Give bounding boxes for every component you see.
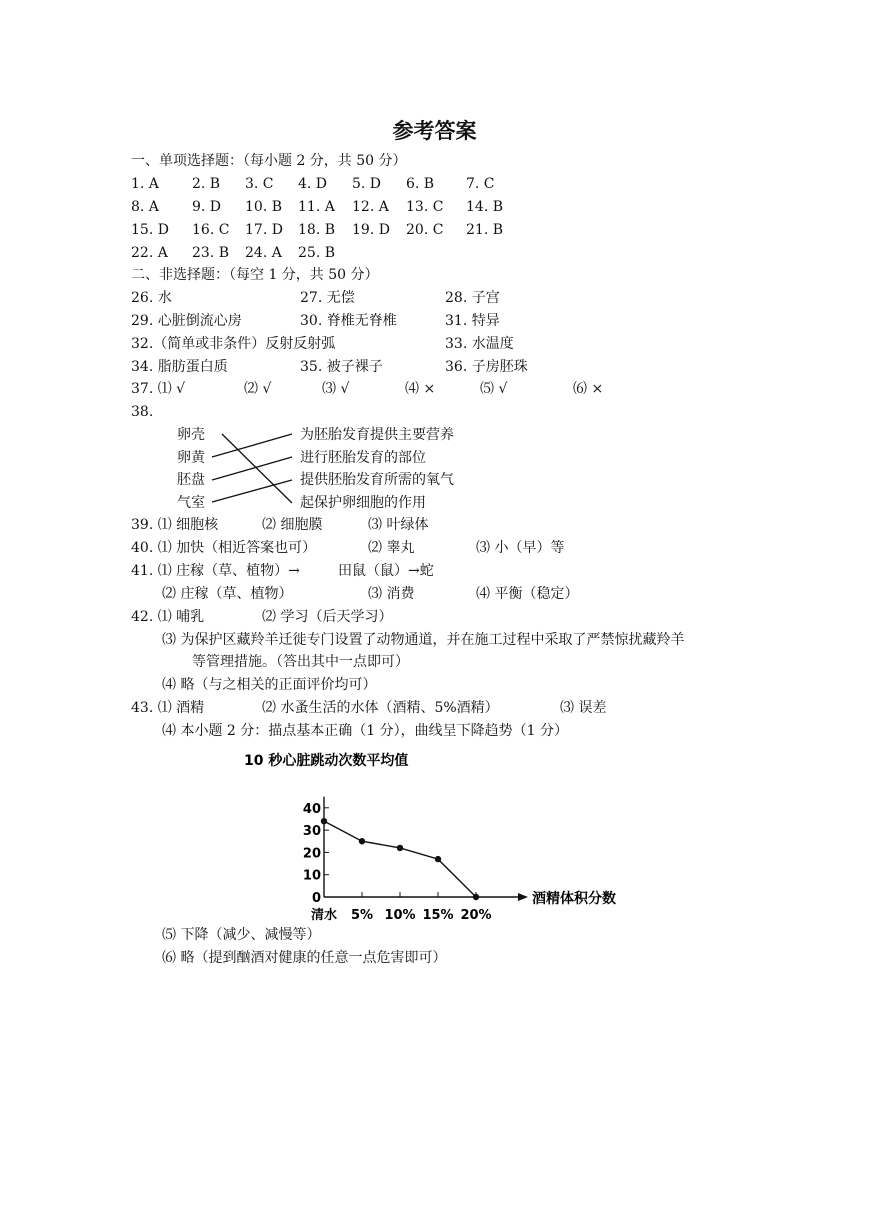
section1-heading: 一、单项选择题：（每小题 2 分，共 50 分） [131, 153, 407, 169]
heart-rate-chart [240, 745, 635, 925]
choice-answer: 15. D [131, 222, 169, 238]
q40-part: 40. ⑴ 加快（相近答案也可） [131, 540, 317, 556]
choice-answer: 24. A [245, 245, 282, 261]
x-tick-label: 5% [350, 908, 374, 923]
match-line [212, 434, 292, 457]
fill-answer: 26. 水 [131, 290, 172, 306]
q37-answer: ⑵ √ [244, 381, 272, 397]
q38-right-item: 进行胚胎发育的部位 [300, 450, 426, 466]
page-title: 参考答案 [392, 119, 477, 143]
q43-part: 43. ⑴ 酒精 [131, 700, 205, 716]
choice-answer: 8. A [131, 199, 159, 215]
chart-title: 10 秒心脏跳动次数平均值 [244, 753, 409, 769]
q41-part: 田鼠（鼠）→蛇 [338, 563, 434, 579]
fill-answer: 33. 水温度 [445, 336, 514, 352]
choice-answer: 16. C [192, 222, 230, 238]
q42-part: 42. ⑴ 哺乳 [131, 609, 205, 625]
data-point [435, 856, 441, 862]
choice-answer: 21. B [466, 222, 504, 238]
x-axis-arrow [518, 893, 528, 901]
choice-answer: 10. B [245, 199, 283, 215]
x-axis-label: 酒精体积分数 [532, 891, 616, 907]
x-tick-label: 10% [384, 908, 416, 923]
q40-part: ⑵ 睾丸 [368, 540, 415, 556]
data-point [397, 845, 403, 851]
match-line [212, 457, 292, 480]
choice-answer: 2. B [192, 176, 221, 192]
q41-part: 41. ⑴ 庄稼（草、植物）→ [131, 563, 300, 579]
series-line [324, 821, 476, 897]
q37-answer: ⑹ × [573, 381, 604, 397]
section2-heading: 二、非选择题：（每空 1 分，共 50 分） [131, 267, 379, 283]
q42-part3-line1: ⑶ 为保护区藏羚羊迁徙专门设置了动物通道，并在施工过程中采取了严禁惊扰藏羚羊 [162, 632, 685, 648]
fill-answer: 31. 特异 [445, 313, 500, 329]
choice-answer: 25. B [298, 245, 336, 261]
data-point [321, 818, 327, 824]
choice-answer: 23. B [192, 245, 230, 261]
q39-part: ⑶ 叶绿体 [368, 517, 429, 533]
choice-answer: 11. A [298, 199, 335, 215]
choice-answer: 22. A [131, 245, 168, 261]
x-tick-label: 清水 [310, 908, 338, 923]
fill-answer: 34. 脂肪蛋白质 [131, 359, 228, 375]
choice-answer: 6. B [406, 176, 435, 192]
q43-part4: ⑷ 本小题 2 分：描点基本正确（1 分），曲线呈下降趋势（1 分） [162, 723, 568, 739]
y-tick-label: 40 [302, 801, 321, 817]
q41-part: ⑶ 消费 [368, 586, 415, 602]
x-tick-label: 20% [460, 908, 492, 923]
q38-left-item: 卵黄 [177, 450, 205, 466]
choice-answer: 1. A [131, 176, 159, 192]
fill-answer: 29. 心脏倒流心房 [131, 313, 242, 329]
choice-answer: 18. B [298, 222, 336, 238]
choice-answer: 17. D [245, 222, 283, 238]
choice-answer: 5. D [352, 176, 382, 192]
choice-answer: 19. D [352, 222, 390, 238]
q38-right-item: 起保护卵细胞的作用 [300, 495, 426, 511]
q42-part4: ⑷ 略（与之相关的正面评价均可） [162, 677, 377, 693]
q41-part: ⑵ 庄稼（草、植物） [162, 586, 293, 602]
fill-answer: 35. 被子裸子 [300, 359, 383, 375]
fill-answer: 32.（简单或非条件）反射反射弧 [131, 336, 336, 352]
data-point [359, 838, 365, 844]
fill-answer: 27. 无偿 [300, 290, 355, 306]
y-tick-label: 0 [311, 891, 321, 906]
q43-part: ⑵ 水蚤生活的水体（酒精、5%酒精） [262, 700, 499, 716]
q38-left-item: 卵壳 [177, 427, 205, 443]
q41-part: ⑷ 平衡（稳定） [476, 586, 579, 602]
q37-answer: ⑷ × [405, 381, 436, 397]
q38-right-item: 提供胚胎发育所需的氧气 [300, 472, 454, 488]
q38-label: 38. [131, 404, 154, 420]
choice-answer: 14. B [466, 199, 504, 215]
q38-right-item: 为胚胎发育提供主要营养 [300, 427, 454, 443]
y-tick-label: 20 [302, 846, 321, 862]
y-tick-label: 10 [302, 868, 321, 884]
q42-part3-line2: 等管理措施。（答出其中一点即可） [192, 654, 409, 670]
choice-answer: 3. C [245, 176, 274, 192]
fill-answer: 36. 子房胚珠 [445, 359, 528, 375]
data-point [473, 894, 479, 900]
q37-answer: ⑶ √ [322, 381, 350, 397]
x-tick-label: 15% [422, 908, 454, 923]
fill-answer: 30. 脊椎无脊椎 [300, 313, 397, 329]
choice-answer: 20. C [406, 222, 444, 238]
choice-answer: 4. D [298, 176, 328, 192]
choice-answer: 12. A [352, 199, 389, 215]
q43-part5: ⑸ 下降（减少、减慢等） [162, 927, 321, 943]
choice-answer: 7. C [466, 176, 495, 192]
q37-answer: 37. ⑴ √ [131, 381, 186, 397]
q43-part: ⑶ 误差 [560, 700, 607, 716]
q40-part: ⑶ 小（早）等 [476, 540, 565, 556]
choice-answer: 9. D [192, 199, 222, 215]
choice-answer: 13. C [406, 199, 444, 215]
q42-part: ⑵ 学习（后天学习） [262, 609, 393, 625]
y-tick-label: 30 [302, 824, 321, 840]
fill-answer: 28. 子宫 [445, 290, 500, 306]
q37-answer: ⑸ √ [480, 381, 508, 397]
q43-part6: ⑹ 略（提到酗酒对健康的任意一点危害即可） [162, 950, 447, 966]
q38-left-item: 胚盘 [177, 472, 205, 488]
q38-left-item: 气室 [177, 495, 205, 511]
q39-part: 39. ⑴ 细胞核 [131, 517, 219, 533]
q39-part: ⑵ 细胞膜 [262, 517, 323, 533]
